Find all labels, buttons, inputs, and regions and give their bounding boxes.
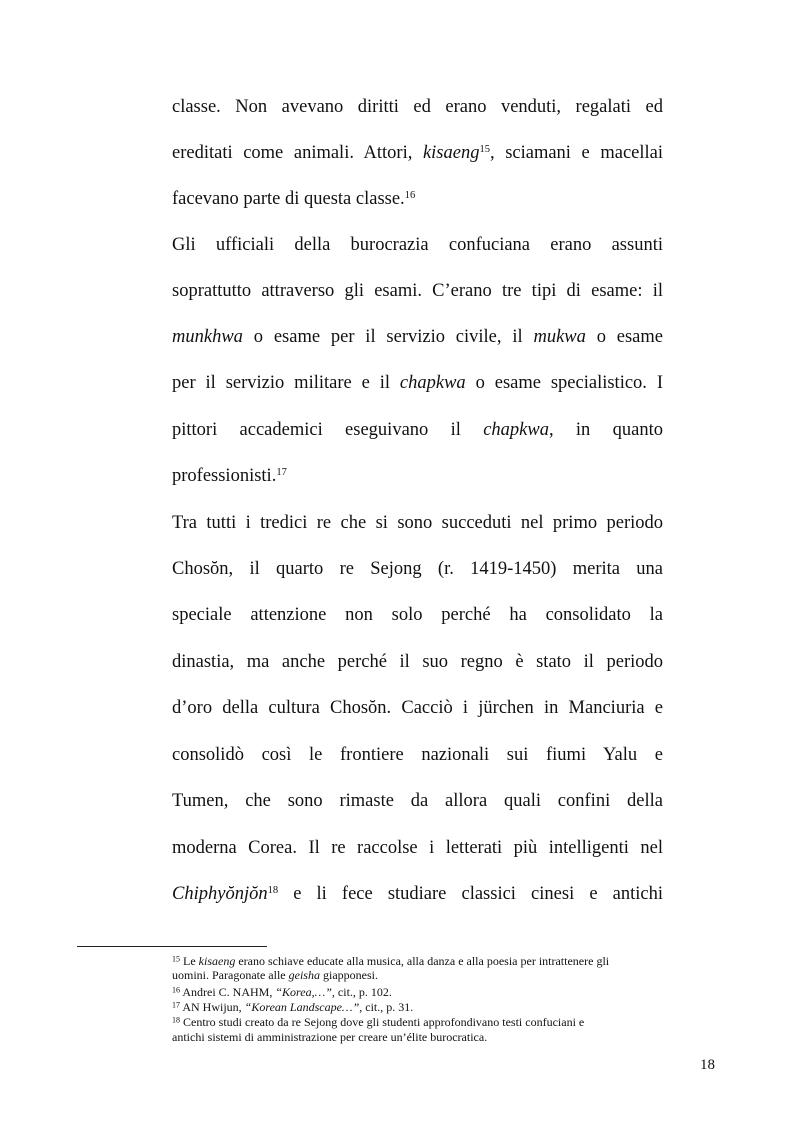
- footnote-15-cont: uomini. Paragonate alle geisha giapponesi.: [172, 968, 378, 982]
- body-line: Tumen, che sono rimaste da allora quali confini della: [172, 791, 663, 811]
- body-line: consolidò così le frontiere nazionali sui fiumi Yalu e: [172, 745, 663, 765]
- footnote-18: $^{18}$ Centro studi creato da re Sejong dove gli studenti approfondivano testi confuciani e: [172, 1015, 585, 1029]
- footnote-ref: 15: [479, 144, 490, 156]
- footnote-ref: 17: [276, 467, 287, 479]
- body-line: ereditati come animali. Attori, kisaeng$^{15}$, sciamani e macellai: [172, 143, 663, 163]
- body-line: moderna Corea. Il re raccolse i letterati più intelligenti nel: [172, 838, 663, 858]
- footnote-18-cont: antichi sistemi di amministrazione per creare un’élite burocratica.: [172, 1030, 488, 1044]
- body-line: professionisti.$^{17}$: [172, 466, 287, 486]
- footnote-17: $^{17}$ AN Hwijun, “Korean Landscape…”, cit., p. 31.: [172, 1000, 414, 1014]
- footnote-15: $^{15}$ Le kisaeng erano schiave educate alla musica, alla danza e alla poesia per intrattenere gli: [172, 954, 610, 968]
- page-number: 18: [700, 1057, 715, 1073]
- body-line: soprattutto attraverso gli esami. C’erano tre tipi di esame: il: [172, 281, 663, 301]
- body-line: munkhwa o esame per il servizio civile, il mukwa o esame: [172, 327, 663, 347]
- body-line: pittori accademici eseguivano il chapkwa, in quanto: [172, 420, 663, 440]
- body-line: classe. Non avevano diritti ed erano venduti, regalati ed: [172, 97, 663, 117]
- body-line: Chiphyŏnjŏn$^{18}$ e li fece studiare classici cinesi e antichi: [172, 884, 663, 904]
- footnote-ref: 18: [267, 885, 279, 897]
- body-line: dinastia, ma anche perché il suo regno è stato il periodo: [172, 652, 663, 672]
- body-line: facevano parte di questa classe.$^{16}$: [172, 189, 416, 209]
- footnote-separator: [77, 946, 267, 947]
- footnote-16: $^{16}$ Andrei C. NAHM, “Korea,…”, cit., p. 102.: [172, 985, 392, 999]
- body-line: Gli ufficiali della burocrazia confuciana erano assunti: [172, 235, 663, 255]
- body-line: Tra tutti i tredici re che si sono succeduti nel primo periodo: [172, 513, 663, 533]
- body-line: Chosŏn, il quarto re Sejong (r. 1419-1450) merita una: [172, 559, 663, 579]
- footnote-ref: 16: [404, 190, 416, 202]
- body-line: d’oro della cultura Chosŏn. Cacciò i jürchen in Manciuria e: [172, 698, 663, 718]
- body-line: speciale attenzione non solo perché ha consolidato la: [172, 605, 663, 625]
- body-line: per il servizio militare e il chapkwa o esame specialistico. I: [172, 373, 663, 393]
